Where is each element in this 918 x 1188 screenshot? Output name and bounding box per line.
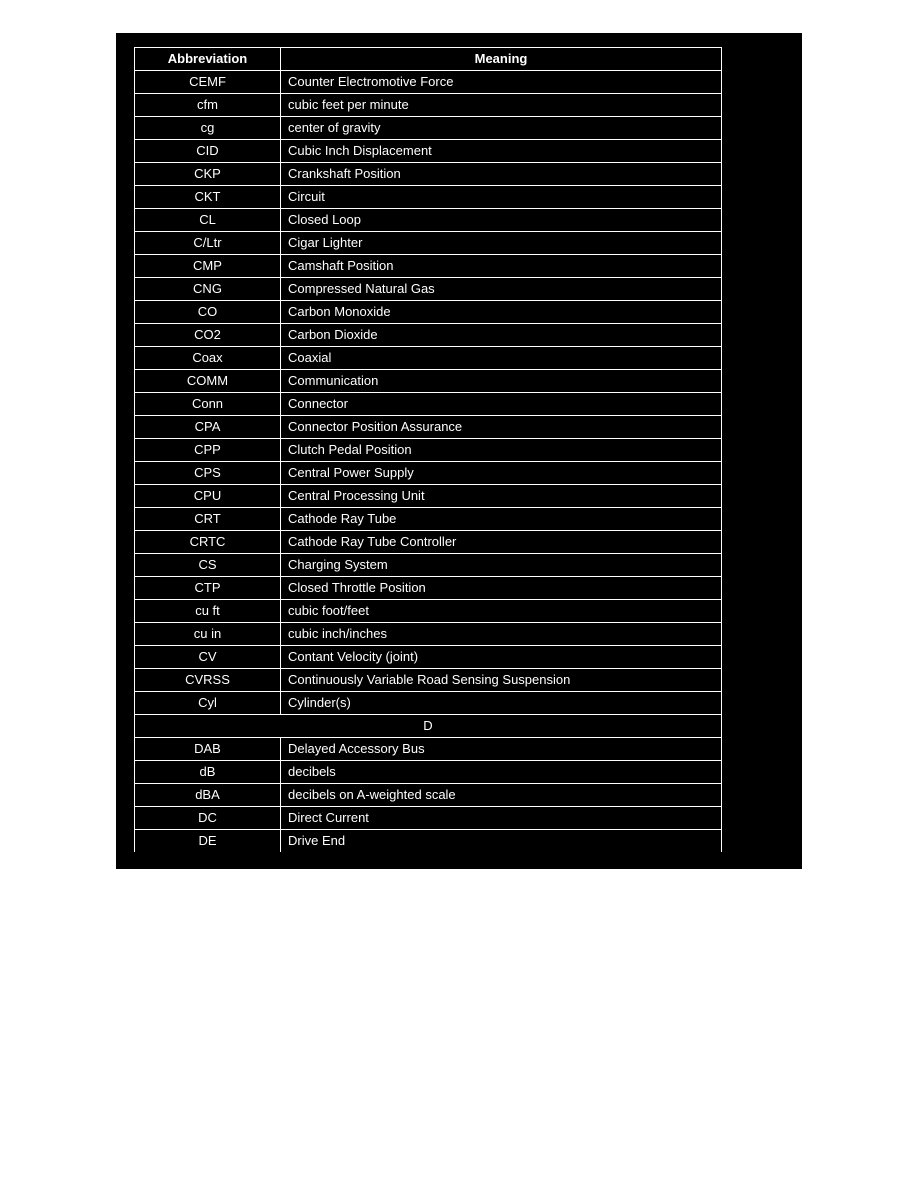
abbreviation-cell: CEMF xyxy=(135,71,281,94)
abbreviation-cell: DE xyxy=(135,830,281,853)
abbreviation-cell: CPS xyxy=(135,462,281,485)
meaning-cell: Cubic Inch Displacement xyxy=(281,140,722,163)
table-row xyxy=(135,531,722,554)
table-header-row xyxy=(135,48,722,71)
abbreviation-cell: dBA xyxy=(135,784,281,807)
scanned-page xyxy=(116,33,802,869)
table-row xyxy=(135,623,722,646)
table-row xyxy=(135,692,722,715)
table-row xyxy=(135,347,722,370)
table-row xyxy=(135,738,722,761)
table-row xyxy=(135,278,722,301)
abbreviation-table xyxy=(134,47,722,852)
meaning-cell: Clutch Pedal Position xyxy=(281,439,722,462)
table-row xyxy=(135,761,722,784)
meaning-cell: Crankshaft Position xyxy=(281,163,722,186)
table-row xyxy=(135,393,722,416)
abbreviation-cell: CPU xyxy=(135,485,281,508)
abbreviation-cell: cg xyxy=(135,117,281,140)
meaning-cell: decibels on A-weighted scale xyxy=(281,784,722,807)
abbreviation-cell: CL xyxy=(135,209,281,232)
abbreviation-cell: COMM xyxy=(135,370,281,393)
meaning-cell: Cylinder(s) xyxy=(281,692,722,715)
table-row xyxy=(135,232,722,255)
abbreviation-cell: dB xyxy=(135,761,281,784)
table-row xyxy=(135,255,722,278)
abbreviation-cell: CPP xyxy=(135,439,281,462)
table-row xyxy=(135,577,722,600)
abbreviation-cell: CVRSS xyxy=(135,669,281,692)
meaning-cell: Closed Loop xyxy=(281,209,722,232)
table-row xyxy=(135,600,722,623)
column-header-abbreviation: Abbreviation xyxy=(135,48,281,71)
table-row xyxy=(135,485,722,508)
abbreviation-cell: CO xyxy=(135,301,281,324)
meaning-cell: Communication xyxy=(281,370,722,393)
table-row xyxy=(135,301,722,324)
table-row xyxy=(135,209,722,232)
section-label: D xyxy=(135,715,722,738)
meaning-cell: Drive End xyxy=(281,830,722,853)
abbreviation-cell: CNG xyxy=(135,278,281,301)
abbreviation-cell: DC xyxy=(135,807,281,830)
meaning-cell: Counter Electromotive Force xyxy=(281,71,722,94)
meaning-cell: Closed Throttle Position xyxy=(281,577,722,600)
meaning-cell: decibels xyxy=(281,761,722,784)
table-row xyxy=(135,117,722,140)
table-row xyxy=(135,94,722,117)
table-row xyxy=(135,830,722,853)
meaning-cell: cubic feet per minute xyxy=(281,94,722,117)
table-row xyxy=(135,508,722,531)
table-row xyxy=(135,669,722,692)
meaning-cell: Carbon Monoxide xyxy=(281,301,722,324)
table-row xyxy=(135,163,722,186)
table-row xyxy=(135,324,722,347)
meaning-cell: Central Processing Unit xyxy=(281,485,722,508)
abbreviation-cell: CID xyxy=(135,140,281,163)
meaning-cell: Compressed Natural Gas xyxy=(281,278,722,301)
meaning-cell: Cathode Ray Tube Controller xyxy=(281,531,722,554)
table-row xyxy=(135,439,722,462)
meaning-cell: Cathode Ray Tube xyxy=(281,508,722,531)
table-row xyxy=(135,186,722,209)
abbreviation-cell: CKT xyxy=(135,186,281,209)
abbreviation-cell: CPA xyxy=(135,416,281,439)
meaning-cell: Circuit xyxy=(281,186,722,209)
meaning-cell: Coaxial xyxy=(281,347,722,370)
abbreviation-cell: DAB xyxy=(135,738,281,761)
column-header-meaning: Meaning xyxy=(281,48,722,71)
abbreviation-cell: cu ft xyxy=(135,600,281,623)
meaning-cell: center of gravity xyxy=(281,117,722,140)
table-section-d xyxy=(135,715,722,738)
abbreviation-cell: Conn xyxy=(135,393,281,416)
table-row xyxy=(135,416,722,439)
meaning-cell: Carbon Dioxide xyxy=(281,324,722,347)
meaning-cell: Charging System xyxy=(281,554,722,577)
table-row xyxy=(135,807,722,830)
abbreviation-cell: CRTC xyxy=(135,531,281,554)
meaning-cell: Central Power Supply xyxy=(281,462,722,485)
abbreviation-cell: cfm xyxy=(135,94,281,117)
table-row xyxy=(135,646,722,669)
meaning-cell: Continuously Variable Road Sensing Suspension xyxy=(281,669,722,692)
abbreviation-cell: cu in xyxy=(135,623,281,646)
meaning-cell: cubic foot/feet xyxy=(281,600,722,623)
meaning-cell: Connector Position Assurance xyxy=(281,416,722,439)
table-body-d xyxy=(135,738,722,853)
table-row xyxy=(135,71,722,94)
abbreviation-cell: CTP xyxy=(135,577,281,600)
section-row xyxy=(135,715,722,738)
meaning-cell: Cigar Lighter xyxy=(281,232,722,255)
meaning-cell: Contant Velocity (joint) xyxy=(281,646,722,669)
abbreviation-cell: Coax xyxy=(135,347,281,370)
abbreviation-cell: CKP xyxy=(135,163,281,186)
abbreviation-cell: CMP xyxy=(135,255,281,278)
abbreviation-cell: CS xyxy=(135,554,281,577)
table-row xyxy=(135,140,722,163)
table-row xyxy=(135,370,722,393)
meaning-cell: Direct Current xyxy=(281,807,722,830)
abbreviation-cell: Cyl xyxy=(135,692,281,715)
table-body-c xyxy=(135,71,722,715)
abbreviation-cell: CV xyxy=(135,646,281,669)
meaning-cell: cubic inch/inches xyxy=(281,623,722,646)
abbreviation-cell: CO2 xyxy=(135,324,281,347)
table-row xyxy=(135,462,722,485)
meaning-cell: Connector xyxy=(281,393,722,416)
table-row xyxy=(135,784,722,807)
meaning-cell: Camshaft Position xyxy=(281,255,722,278)
meaning-cell: Delayed Accessory Bus xyxy=(281,738,722,761)
abbreviation-cell: CRT xyxy=(135,508,281,531)
table-row xyxy=(135,554,722,577)
abbreviation-cell: C/Ltr xyxy=(135,232,281,255)
